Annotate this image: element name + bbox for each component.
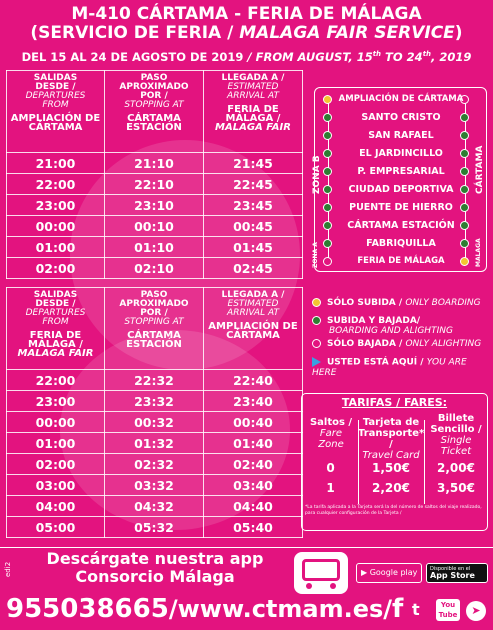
header-departures: SALIDAS DESDE / DEPARTURES FROM FERIA DE MÁLAGA / MALAGA FAIR [7,288,105,370]
time-cell: 04:40 [204,496,303,517]
table-row [7,258,303,279]
time-cell: 22:40 [204,370,303,391]
time-cell: 02:40 [204,454,303,475]
stop-marker-icon [323,131,332,140]
fares-title: TARIFAS / FARES: [341,396,448,409]
fare-cell: 3,50€ [437,481,475,495]
table-row [7,496,303,517]
table-row [7,454,303,475]
table-row [7,237,303,258]
time-cell: 23:45 [204,195,303,216]
time-cell: 03:40 [204,475,303,496]
time-cell: 00:45 [204,216,303,237]
time-cell: 22:32 [105,370,204,391]
service-dates: DEL 15 AL 24 DE AGOSTO DE 2019 / FROM AUGUST, 15th TO 24th, 2019 [21,50,472,64]
fare-cell: 2,20€ [372,481,410,495]
header-stopping-at: PASO APROXIMADO POR / STOPPING AT CÁRTAMA ESTACIÓN [105,288,204,370]
time-cell: 22:00 [7,370,105,391]
legend-both: SUBIDA Y BAJADA/ BOARDING AND ALIGHTING [312,316,453,336]
time-cell: 02:00 [7,258,105,279]
fare-cell: 0 [326,461,335,475]
malaga-label: MÁLAGA [475,238,482,268]
triangle-icon [312,357,321,367]
twitter-icon[interactable]: t [412,600,420,619]
time-cell: 03:00 [7,475,105,496]
stop-marker-icon [323,257,332,266]
time-cell: 21:45 [204,153,303,174]
legend-you-are-here: USTED ESTÁ AQUÍ / YOU ARE HERE [312,357,467,378]
page-subtitle: (SERVICIO DE FERIA / MALAGA FAIR SERVICE) [30,23,463,43]
time-cell: 01:00 [7,433,105,454]
stop-name: FABRIQUILLA [366,238,436,249]
table-row [7,412,303,433]
header-arrival: LLEGADA A / ESTIMATED ARRIVAL AT FERIA DE MÁLAGA / MALAGA FAIR [204,71,303,153]
bus-icon [294,552,348,594]
time-cell: 22:00 [7,174,105,195]
fares-header-single-ticket: Billete Sencillo / Single Ticket [430,413,482,457]
stop-name: EL JARDINCILLO [359,148,443,159]
play-icon: ▶ [361,568,370,577]
time-cell: 23:40 [204,391,303,412]
time-cell: 22:10 [105,174,204,195]
time-cell: 23:00 [7,391,105,412]
time-cell: 02:10 [105,258,204,279]
fares-header-travel-card: Tarjeta de Transporte* / Travel Card [358,417,425,461]
time-cell: 02:32 [105,454,204,475]
stop-name: FERIA DE MÁLAGA [357,256,445,266]
youtube-icon[interactable]: You Tube [436,599,460,621]
time-cell: 23:10 [105,195,204,216]
stop-marker-icon [323,203,332,212]
time-cell: 01:10 [105,237,204,258]
zona-a-label: ZONA A [312,242,319,268]
time-cell: 04:32 [105,496,204,517]
timetable-return [6,287,303,538]
table-row [7,216,303,237]
time-cell: 23:32 [105,391,204,412]
app-store-button[interactable]: Disponible en el App Store [426,563,488,583]
time-cell: 00:00 [7,412,105,433]
edition-label: edi2 [4,561,12,577]
pink-dot-icon [312,339,321,348]
time-cell: 04:00 [7,496,105,517]
table-row [7,153,303,174]
zona-b-label: ZONA B [312,155,322,195]
footer-contact [6,594,426,624]
time-cell: 05:40 [204,517,303,538]
stop-name: CÁRTAMA ESTACIÓN [347,220,455,231]
time-cell: 03:32 [105,475,204,496]
stop-name: AMPLIACIÓN DE CÁRTAMA [338,94,464,104]
time-cell: 21:10 [105,153,204,174]
table-row [7,391,303,412]
timetable-outbound [6,70,303,279]
time-cell: 02:45 [204,258,303,279]
telegram-icon[interactable]: ➤ [466,601,486,621]
time-cell: 01:40 [204,433,303,454]
stop-name: PUENTE DE HIERRO [349,202,453,213]
stop-marker-icon [323,113,332,122]
time-cell: 00:32 [105,412,204,433]
google-play-button[interactable]: ▶ Google play [356,563,422,583]
time-cell: 00:10 [105,216,204,237]
facebook-icon[interactable]: f [392,594,404,624]
time-cell: 01:00 [7,237,105,258]
table-row [7,433,303,454]
stop-name: SANTO CRISTO [361,112,441,123]
header-departures: SALIDAS DESDE / DEPARTURES FROM AMPLIACIÓN DE CÁRTAMA [7,71,105,153]
time-cell: 23:00 [7,195,105,216]
time-cell: 00:40 [204,412,303,433]
time-cell: 02:00 [7,454,105,475]
fares-header-zone: Saltos / Fare Zone [309,417,353,450]
footer-divider [0,547,493,548]
stop-marker-icon [323,95,332,104]
table-row [7,517,303,538]
stop-marker-icon [323,185,332,194]
header-stopping-at: PASO APROXIMADO POR / STOPPING AT CÁRTAMA ESTACIÓN [105,71,204,153]
fare-cell: 2,00€ [437,461,475,475]
stop-marker-icon [323,167,332,176]
green-dot-icon [312,316,321,325]
phone-number[interactable]: 955038665 [6,594,169,624]
stop-name: CIUDAD DEPORTIVA [348,184,454,195]
cartama-label: CÁRTAMA [475,145,485,195]
page-title: M-410 CÁRTAMA - FERIA DE MÁLAGA [71,4,422,24]
fares-note: *La tarifa aplicada a la Tarjeta será la del número de saltos del viaje realizado, para cualquier configuración de la Tarjeta / [305,505,482,516]
website-url[interactable]: /www.ctmam.es/ [168,595,393,623]
legend-boarding: SÓLO SUBIDA / ONLY BOARDING [312,298,481,308]
time-cell: 05:32 [105,517,204,538]
stop-name: SAN RAFAEL [368,130,434,141]
stop-marker-icon [323,221,332,230]
stop-marker-icon [323,149,332,158]
time-cell: 21:00 [7,153,105,174]
stop-name: P. EMPRESARIAL [357,166,445,177]
table-row [7,475,303,496]
time-cell: 22:45 [204,174,303,195]
table-row [7,174,303,195]
time-cell: 05:00 [7,517,105,538]
time-cell: 01:45 [204,237,303,258]
table-row [7,195,303,216]
fare-cell: 1,50€ [372,461,410,475]
time-cell: 00:00 [7,216,105,237]
yellow-dot-icon [312,298,321,307]
download-app-text: Descárgate nuestra app Consorcio Málaga [46,549,264,586]
time-cell: 01:32 [105,433,204,454]
stop-marker-icon [323,239,332,248]
header-arrival: LLEGADA A / ESTIMATED ARRIVAL AT AMPLIACIÓN DE CÁRTAMA [204,288,303,370]
legend-alighting: SÓLO BAJADA / ONLY ALIGHTING [312,339,481,349]
table-row [7,370,303,391]
fare-cell: 1 [326,481,335,495]
